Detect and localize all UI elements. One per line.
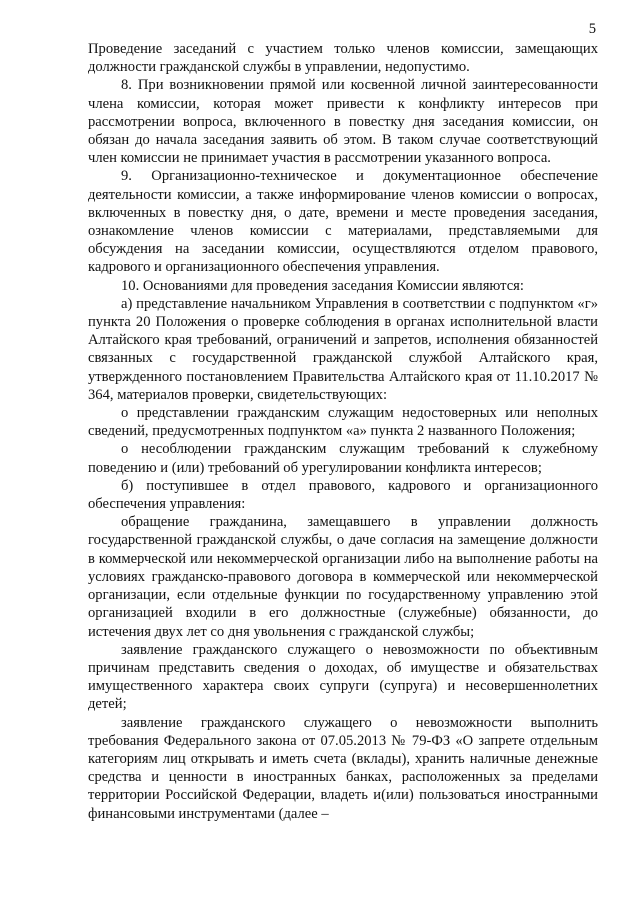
paragraph-false-info: о представлении гражданским служащим недостоверных или неполных сведений, предусмотренных подпунктом «а» пункта 2 названного Положения; <box>88 405 598 440</box>
paragraph-foreign-accounts: заявление гражданского служащего о невозможности выполнить требования Федерального закона от 07.05.2013 № 79-ФЗ «О запрете отдельным категориям лиц открывать и иметь счета (вклады), хранить наличные денежные средства и ценности в иностранных банках, расположенных за пределами территории Российской Федерации, владеть и(или) пользоваться иностранными финансовыми инструментами (далее – <box>88 714 598 822</box>
paragraph-income-statement: заявление гражданского служащего о невозможности по объективным причинам представить сведения о доходах, об имуществе и обязательствах имущественного характера своих супруги (супруга) и несовершеннолетних детей; <box>88 641 598 713</box>
paragraph-citizen-appeal: обращение гражданина, замещавшего в управлении должность государственной гражданской службы, о даче согласия на замещение должности в коммерческой или некоммерческой организации либо на выполнение работы на условиях гражданско-правового договора в коммерческой или некоммерческой организации, если отдельные функции по государственному управлению этой организацией входили в его должностные (служебные) обязанности, до истечения двух лет со дня увольнения с гражданской службы; <box>88 514 598 640</box>
document-body <box>88 40 598 823</box>
paragraph-item-8: 8. При возникновении прямой или косвенной личной заинтересованности члена комиссии, которая может привести к конфликту интересов при рассмотрении вопроса, включенного в повестку дня заседания комиссии, он обязан до начала заседания заявить об этом. В таком случае соответствующий член комиссии не принимает участия в рассмотрении указанного вопроса. <box>88 77 598 167</box>
paragraph-subitem-a: а) представление начальником Управления в соответствии с подпунктом «г» пункта 20 Положения о проверке соблюдения в органах исполнительной власти Алтайского края требований, ограничений и запретов, исполнения обязанностей связанных с государственной гражданской службой Алтайского края, утвержденного постановлением Правительства Алтайского края от 11.10.2017 № 364, материалов проверки, свидетельствующих: <box>88 295 598 403</box>
paragraph-subitem-b: б) поступившее в отдел правового, кадрового и организационного обеспечения управления: <box>88 477 598 513</box>
page-number: 5 <box>588 21 596 37</box>
paragraph-continuation: Проведение заседаний с участием только членов комиссии, замещающих должности гражданской службы в управлении, недопустимо. <box>88 41 598 76</box>
paragraph-item-10: 10. Основаниями для проведения заседания Комиссии являются: <box>121 277 524 294</box>
paragraph-non-compliance: о несоблюдении гражданским служащим требований к служебному поведению и (или) требований об урегулировании конфликта интересов; <box>88 441 598 476</box>
paragraph-item-9: 9. Организационно-техническое и документационное обеспечение деятельности комиссии, а также информирование членов комиссии о вопросах, включенных в повестку дня, о дате, времени и месте проведения заседания, ознакомление членов комиссии с материалами, представляемыми для обсуждения на заседании комиссии, осуществляются отделом правового, кадрового и организационного обеспечения управления. <box>88 168 598 276</box>
